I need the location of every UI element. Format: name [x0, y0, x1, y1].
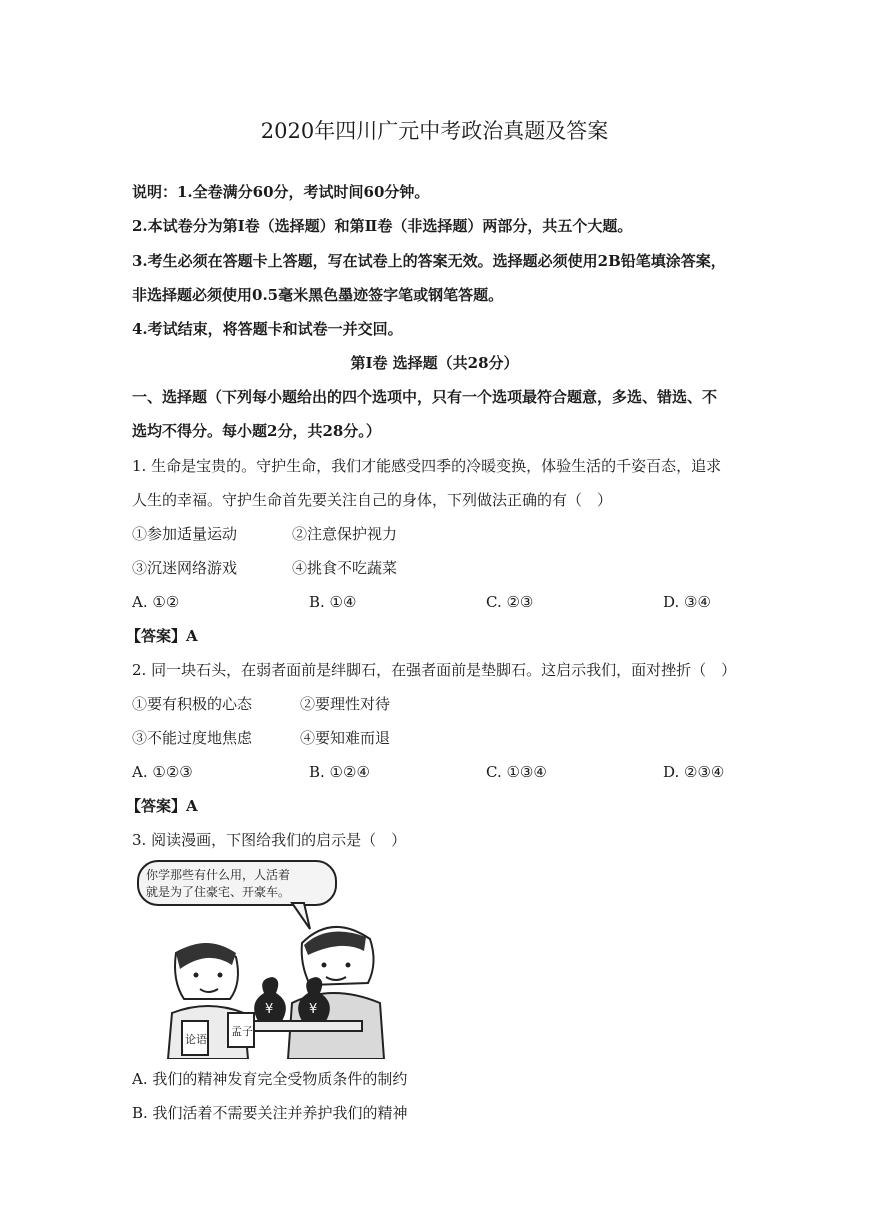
q2-item: ②要理性对待 — [300, 695, 391, 713]
section-heading: 第Ⅰ卷 选择题（共28分） — [350, 354, 519, 372]
svg-text:¥: ¥ — [309, 1002, 318, 1017]
svg-text:孟子: 孟子 — [231, 1025, 253, 1038]
q1-option-c: C. ②③ — [486, 593, 534, 611]
q2-option-a: A. ①②③ — [132, 763, 193, 781]
cartoon-image — [132, 853, 390, 1059]
q2-option-c: C. ①③④ — [486, 763, 547, 781]
instruction-line: 非选择题必须使用0.5毫米黑色墨迹签字笔或钢笔答题。 — [132, 286, 504, 304]
svg-text:论语: 论语 — [185, 1033, 207, 1046]
q1-answer: 【答案】A — [126, 627, 198, 645]
q2-option-d: D. ②③④ — [663, 763, 725, 781]
q2-item: ③不能过度地焦虑 — [132, 729, 253, 747]
question-1-stem: 1. 生命是宝贵的。守护生命，我们才能感受四季的冷暖变换，体验生活的千姿百态，追求 — [132, 457, 722, 475]
q2-answer: 【答案】A — [126, 797, 198, 815]
q1-item: ③沉迷网络游戏 — [132, 559, 238, 577]
q1-option-a: A. ①② — [132, 593, 180, 611]
part-heading-line: 一、选择题（下列每小题给出的四个选项中，只有一个选项最符合题意，多选、错选、不 — [132, 388, 718, 406]
q1-item: ④挑食不吃蔬菜 — [292, 559, 398, 577]
q2-item: ④要知难而退 — [300, 729, 391, 747]
book-mengzi-icon — [228, 1013, 254, 1047]
q2-item: ①要有积极的心态 — [132, 695, 253, 713]
instruction-line: 说明：1.全卷满分60分，考试时间60分钟。 — [132, 183, 430, 201]
svg-text:¥: ¥ — [265, 1002, 274, 1017]
q1-option-d: D. ③④ — [663, 593, 711, 611]
page-title: 2020年四川广元中考政治真题及答案 — [260, 119, 609, 143]
speech-line-1: 你学那些有什么用，人活着 — [146, 868, 291, 882]
q1-option-b: B. ①④ — [309, 593, 357, 611]
part-heading-line: 选均不得分。每小题2分，共28分。） — [132, 422, 381, 440]
q1-item: ②注意保护视力 — [292, 525, 398, 543]
question-3-stem: 3. 阅读漫画，下图给我们的启示是（ ） — [132, 831, 407, 849]
instruction-line: 2.本试卷分为第Ⅰ卷（选择题）和第Ⅱ卷（非选择题）两部分，共五个大题。 — [132, 217, 633, 235]
book-lunyu-icon — [182, 1021, 208, 1055]
tray — [244, 1021, 362, 1031]
q3-option-b: B. 我们活着不需要关注并养护我们的精神 — [132, 1104, 408, 1122]
question-1-stem: 人生的幸福。守护生命首先要关注自己的身体，下列做法正确的有（ ） — [132, 491, 613, 509]
speech-line-2: 就是为了住豪宅、开豪车。 — [146, 885, 291, 899]
q1-item: ①参加适量运动 — [132, 525, 238, 543]
q3-option-a: A. 我们的精神发育完全受物质条件的制约 — [132, 1070, 408, 1088]
instruction-line: 4.考试结束，将答题卡和试卷一并交回。 — [132, 320, 403, 338]
question-2-stem: 2. 同一块石头，在弱者面前是绊脚石，在强者面前是垫脚石。这启示我们，面对挫折（ ） — [132, 661, 737, 679]
q2-option-b: B. ①②④ — [309, 763, 370, 781]
instruction-line: 3.考生必须在答题卡上答题，写在试卷上的答案无效。选择题必须使用2B铅笔填涂答案， — [132, 252, 726, 270]
